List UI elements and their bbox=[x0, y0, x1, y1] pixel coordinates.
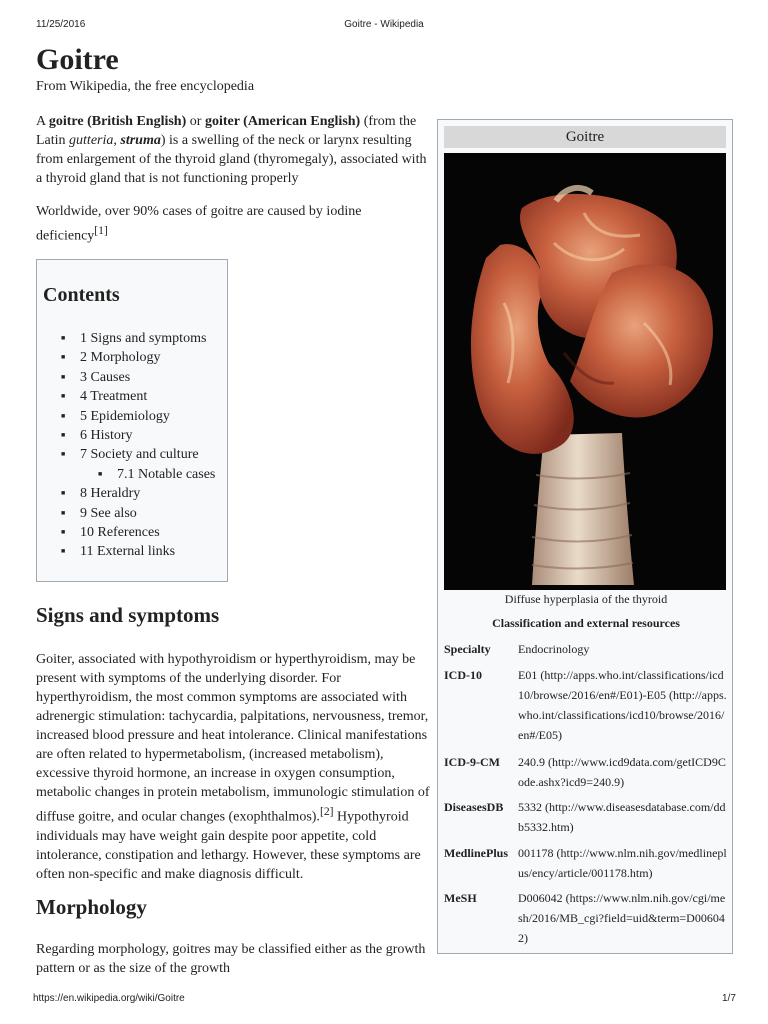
page-tagline: From Wikipedia, the free encyclopedia bbox=[36, 79, 255, 94]
infobox-value-link[interactable]: 240.9 (http://www.icd9data.com/getICD9Code.ashx?icd9=240.9) bbox=[518, 755, 726, 789]
toc-item-references[interactable]: ■ 10 References bbox=[61, 523, 215, 542]
reference-link-1[interactable]: [1] bbox=[94, 224, 108, 237]
infobox-value-link[interactable]: D006042 (https://www.nlm.nih.gov/cgi/mesh/2016/MB_cgi?field=uid&term=D006042) bbox=[518, 891, 726, 945]
toc-title: Contents bbox=[43, 284, 120, 306]
morphology-paragraph: Regarding morphology, goitres may be classified either as the growth pattern or as the size of the growth bbox=[36, 942, 426, 976]
toc-item-morphology[interactable]: ■ 2 Morphology bbox=[61, 348, 215, 367]
toc-item-see-also[interactable]: ■ 9 See also bbox=[61, 504, 215, 523]
infobox-value-link[interactable]: 5332 (http://www.diseasesdatabase.com/ddb5332.htm) bbox=[518, 800, 726, 834]
toc-item-external-links[interactable]: ■ 11 External links bbox=[61, 542, 215, 561]
toc-item-epidemiology[interactable]: ■ 5 Epidemiology bbox=[61, 407, 215, 426]
infobox-value-link[interactable]: Endocrinology bbox=[518, 642, 590, 656]
toc-item-treatment[interactable]: ■ 4 Treatment bbox=[61, 387, 215, 406]
toc-item-signs[interactable]: ■ 1 Signs and symptoms bbox=[61, 329, 215, 348]
infobox-label: ICD-10 bbox=[444, 668, 482, 682]
print-page-title: Goitre - Wikipedia bbox=[344, 19, 424, 30]
term-british: goitre (British English) bbox=[48, 114, 187, 129]
toc-item-heraldry[interactable]: ■ 8 Heraldry bbox=[61, 484, 215, 503]
print-url: https://en.wikipedia.org/wiki/Goitre bbox=[33, 993, 185, 1004]
thyroid-specimen-illustration bbox=[444, 153, 726, 590]
table-of-contents bbox=[36, 259, 228, 582]
reference-link-2[interactable]: [2] bbox=[319, 805, 334, 818]
infobox-caption: Diffuse hyperplasia of the thyroid bbox=[504, 592, 668, 606]
page-title: Goitre bbox=[36, 43, 119, 76]
infobox-label: ICD-9-CM bbox=[444, 755, 500, 769]
term-american: goiter (American English) bbox=[204, 114, 361, 129]
signs-paragraph: Goiter, associated with hypothyroidism or hyperthyroidism, may be present with symptoms of the underlying disorder. For hyperthyroidism, the most common symptoms are associated with adrenergic stimulation: tachycardia, palpitations, nervousness, tremor, increased blood pressure and heat intolerance. Clinical manifestations are often related to hypermetabolism, (increased metabolism), excessive thyroid hormone, an increase in oxygen consumption, metabolic changes in protein metabolism, immunologic stimulation of diffuse goitre, and ocular changes (exophthalmos).[2] Hypothyroid individuals may have weight gain despite poor appetite, cold intolerance, constipation and lethargy. However, these symptoms are often non-specific and make diagnosis difficult. bbox=[36, 652, 430, 882]
term-gutteria: gutteria bbox=[69, 133, 114, 148]
toc-list bbox=[61, 329, 215, 562]
infobox-label: DiseasesDB bbox=[444, 800, 504, 814]
thyroid-specimen-image[interactable] bbox=[444, 153, 726, 590]
infobox-label: MedlinePlus bbox=[444, 846, 509, 860]
infobox-title: Goitre bbox=[444, 126, 726, 148]
intro-paragraph: A goitre (British English) or goiter (American English) (from the Latin gutteria, struma) is a swelling of the neck or larynx resulting from enlargement of the thyroid gland (thyromegaly), associated with a thyroid gland that is not functioning properly bbox=[36, 114, 427, 186]
term-struma: struma bbox=[120, 133, 161, 148]
heading-signs-and-symptoms: Signs and symptoms bbox=[36, 603, 220, 627]
infobox-label: Specialty bbox=[444, 642, 491, 656]
toc-item-causes[interactable]: ■ 3 Causes bbox=[61, 368, 215, 387]
toc-item-history[interactable]: ■ 6 History bbox=[61, 426, 215, 445]
infobox bbox=[437, 119, 733, 954]
infobox-label: MeSH bbox=[444, 891, 477, 905]
toc-item-society[interactable]: ■ 7 Society and culture bbox=[61, 445, 215, 464]
infobox-value-link[interactable]: E01 (http://apps.who.int/classifications/icd10/browse/2016/en#/E01)-E05 (http://apps.who.int/classifications/icd10/browse/2016/en#/E05) bbox=[518, 668, 727, 742]
infobox-value-link[interactable]: 001178 (http://www.nlm.nih.gov/medlineplus/ency/article/001178.htm) bbox=[518, 846, 727, 880]
toc-item-notable-cases[interactable]: ■ 7.1 Notable cases bbox=[61, 465, 215, 484]
heading-morphology: Morphology bbox=[36, 895, 147, 919]
infobox-subheading: Classification and external resources bbox=[492, 616, 680, 630]
iodine-paragraph: Worldwide, over 90% cases of goitre are caused by iodine deficiency[1] bbox=[36, 204, 362, 244]
print-date: 11/25/2016 bbox=[36, 19, 86, 30]
print-page-number: 1/7 bbox=[722, 993, 736, 1004]
